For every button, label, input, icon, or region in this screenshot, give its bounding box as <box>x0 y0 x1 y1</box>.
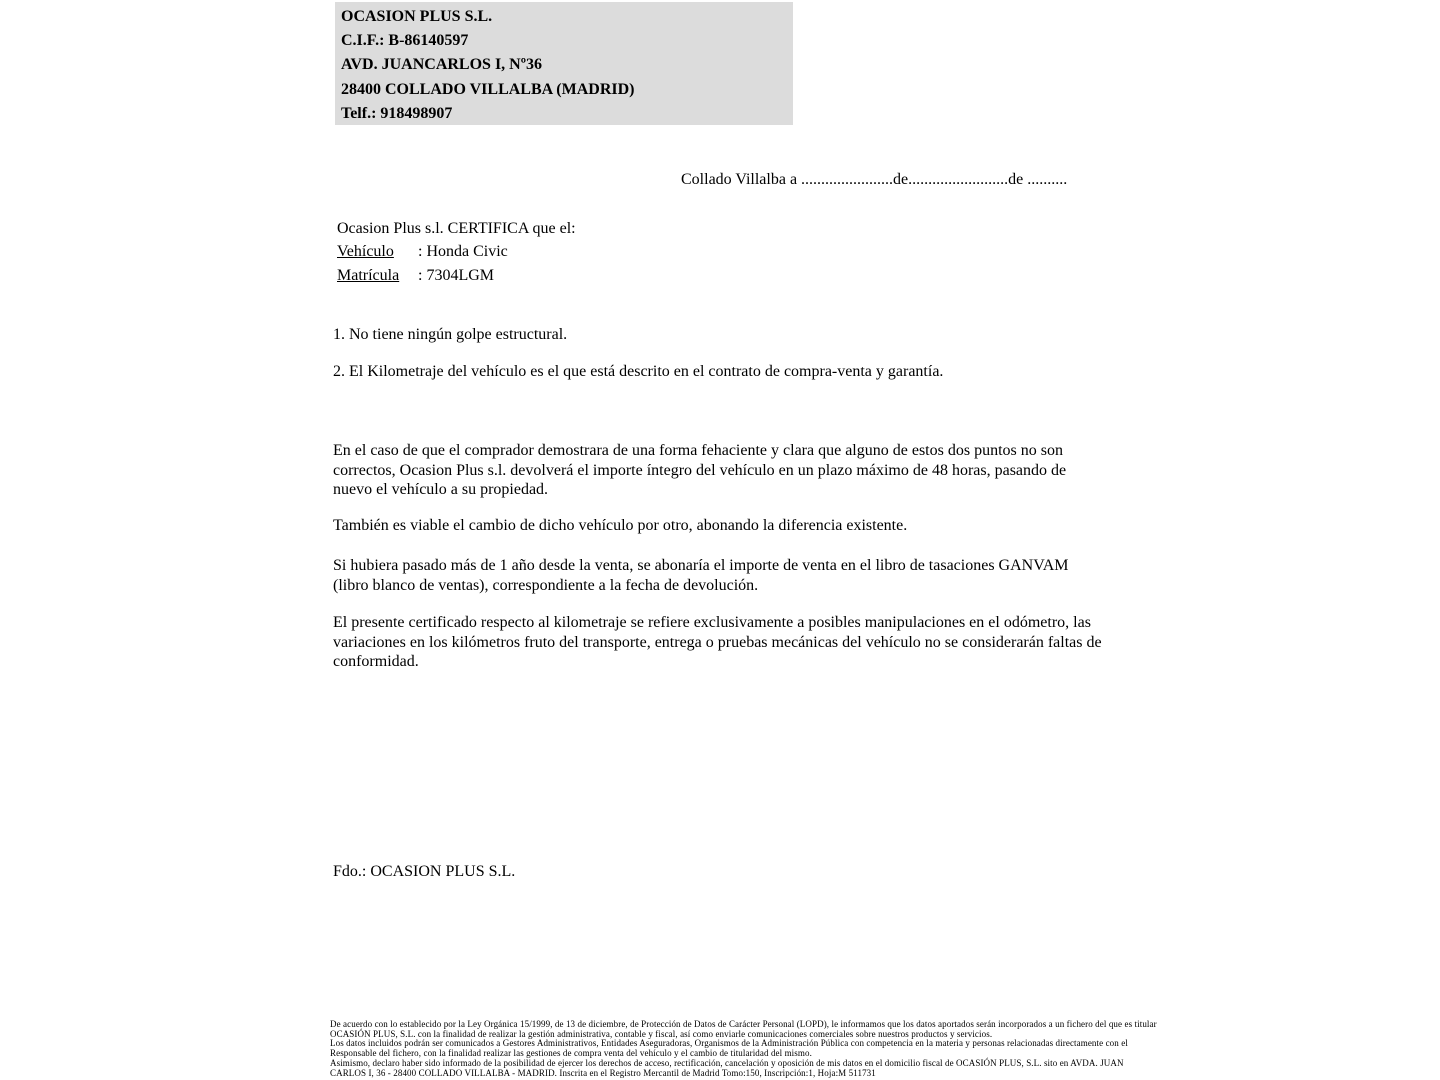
condition-point-2: 2. El Kilometraje del vehículo es el que está descrito en el contrato de compra-venta y garantía. <box>333 363 944 380</box>
paragraph-odometer: El presente certificado respecto al kilometraje se refiere exclusivamente a posibles manipulaciones en el odómetro, las variaciones en los kilómetros fruto del transporte, entrega o pruebas mecánicas del vehículo no se considerarán faltas de conformidad. <box>333 614 1102 671</box>
paragraph-refund: En el caso de que el comprador demostrara de una forma fehaciente y clara que alguno de estos dos puntos no son correctos, Ocasion Plus s.l. devolverá el importe íntegro del vehículo en un plazo máximo de 48 horas, pasando de nuevo el vehículo a su propiedad. <box>333 442 1067 499</box>
legal-line: CARLOS I, 36 - 28400 COLLADO VILLALBA - MADRID. Inscrita en el Registro Mercantil de Madrid Tomo:150, Inscripción:1, Hoja:M 511731 <box>330 1067 876 1078</box>
certify-intro: Ocasion Plus s.l. CERTIFICA que el: <box>337 220 576 237</box>
date-line: Collado Villalba a .......................de.........................de .......... <box>681 171 1068 188</box>
legal-fine-print <box>330 1020 1157 1078</box>
company-cif: C.I.F.: B-86140597 <box>341 32 469 50</box>
plate-value: : 7304LGM <box>418 266 494 284</box>
company-header-box <box>335 2 793 125</box>
vehicle-label: Vehículo <box>337 243 394 261</box>
legal-line: OCASIÓN PLUS, S.L. con la finalidad de realizar la gestión administrativa, contable y fiscal, así como enviarle comunicaciones comerciales sobre nuestros productos y servicios. <box>330 1028 993 1039</box>
company-city: 28400 COLLADO VILLALBA (MADRID) <box>341 80 635 98</box>
company-name: OCASION PLUS S.L. <box>341 8 493 25</box>
paragraph-exchange: También es viable el cambio de dicho vehículo por otro, abonando la diferencia existente. <box>333 517 908 534</box>
vehicle-row <box>337 240 576 263</box>
paragraph-ganvam: Si hubiera pasado más de 1 año desde la venta, se abonaría el importe de venta en el libro de tasaciones GANVAM (libro blanco de ventas), correspondiente a la fecha de devolución. <box>333 557 1069 594</box>
legal-line: Asimismo, declaro haber sido informado de la posibilidad de ejercer los derechos de acceso, rectificación, cancelación y oposición de mis datos en el domicilio fiscal de OCASIÓN PLUS, S.L. sito en AVDA. JUAN <box>330 1057 1124 1068</box>
condition-point-1: 1. No tiene ningún golpe estructural. <box>333 326 568 343</box>
vehicle-value: : Honda Civic <box>418 243 508 261</box>
company-address: AVD. JUANCARLOS I, Nº36 <box>341 56 543 74</box>
legal-line: Responsable del fichero, con la finalidad realizar las gestiones de compra venta del vehículo y el cambio de titularidad del mismo. <box>330 1048 812 1059</box>
company-phone: Telf.: 918498907 <box>341 104 453 122</box>
signature-line: Fdo.: OCASION PLUS S.L. <box>333 863 516 880</box>
legal-line: De acuerdo con lo establecido por la Ley Orgánica 15/1999, de 13 de diciembre, de Protección de Datos de Carácter Personal (LOPD), le informamos que los datos aportados serán incorporados a un fichero del que es titular <box>330 1019 1157 1029</box>
plate-label: Matrícula <box>337 266 400 284</box>
certification-block <box>337 217 576 287</box>
legal-line: Los datos incluidos podrán ser comunicados a Gestores Administrativos, Entidades Aseguradoras, Organismos de la Administración Pública con competencia en la materia y personas relacionadas directamente con el <box>330 1038 1128 1049</box>
plate-row <box>337 264 576 287</box>
